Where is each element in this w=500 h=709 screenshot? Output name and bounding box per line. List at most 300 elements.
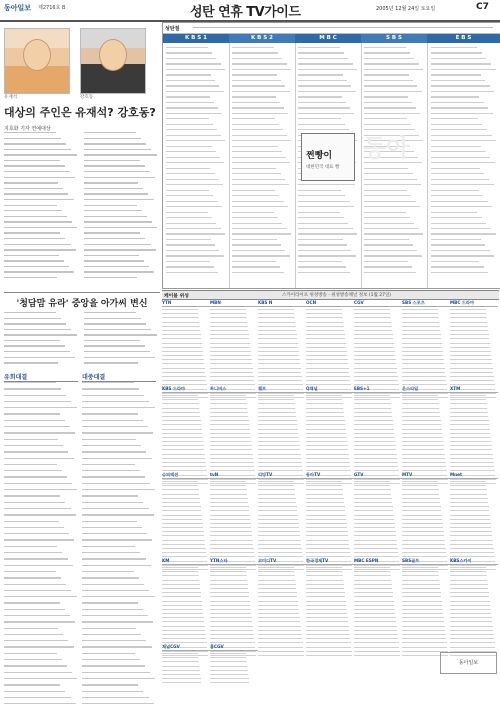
face-shape: [23, 39, 51, 71]
text-line: [166, 223, 216, 224]
text-line: [4, 188, 63, 189]
text-line: [306, 613, 347, 614]
text-line: [431, 135, 492, 136]
text-line: [82, 432, 153, 433]
program-list: [4, 382, 78, 709]
text-line: [232, 261, 276, 262]
text-line: [450, 433, 490, 434]
text-line: [210, 343, 250, 344]
text-line: [210, 605, 250, 606]
text-line: [84, 227, 157, 228]
text-line: [4, 318, 61, 319]
text-line: [162, 317, 199, 318]
text-line: [402, 462, 446, 463]
text-line: [450, 338, 489, 339]
text-line: [258, 330, 296, 331]
text-line: [402, 609, 443, 610]
text-line: [431, 146, 481, 147]
text-line: [306, 454, 349, 455]
text-line: [431, 173, 484, 174]
photo-kang-hodong: [80, 28, 146, 94]
text-line: [4, 451, 68, 452]
text-line: [306, 351, 347, 352]
text-line: [4, 238, 65, 239]
text-line: [210, 588, 248, 589]
text-line: [402, 424, 441, 425]
text-line: [84, 188, 143, 189]
text-line: [4, 445, 63, 446]
text-line: [354, 621, 396, 622]
text-line: [258, 651, 304, 652]
text-line: [298, 195, 345, 196]
text-line: [232, 168, 276, 169]
text-line: [4, 221, 72, 222]
text-line: [306, 481, 342, 482]
text-line: [4, 596, 77, 597]
text-line: [166, 96, 210, 97]
text-line: [162, 666, 199, 667]
text-line: [258, 317, 295, 318]
text-line: [450, 567, 486, 568]
text-line: [232, 201, 284, 202]
text-line: [402, 347, 442, 348]
text-line: [431, 217, 482, 218]
text-line: [4, 149, 71, 150]
text-line: [306, 548, 350, 549]
text-line: [402, 630, 445, 631]
text-line: [4, 552, 62, 553]
text-line: [162, 334, 201, 335]
text-line: [402, 368, 445, 369]
text-line: [210, 621, 252, 622]
text-line: [162, 403, 199, 404]
text-line: [4, 401, 71, 402]
text-line: [306, 359, 348, 360]
text-line: [4, 458, 74, 459]
text-line: [431, 69, 496, 70]
text-line: [306, 376, 350, 377]
text-line: [4, 260, 64, 261]
text-line: [450, 449, 492, 450]
text-line: [4, 577, 61, 578]
text-line: [210, 368, 253, 369]
text-line: [450, 343, 490, 344]
text-line: [4, 329, 71, 330]
text-line: [162, 481, 198, 482]
text-line: [232, 69, 291, 70]
text-line: [210, 596, 249, 597]
text-line: [402, 363, 444, 364]
text-line: [162, 399, 198, 400]
text-line: [450, 531, 492, 532]
text-line: [162, 617, 204, 618]
text-line: [402, 515, 442, 516]
text-line: [162, 515, 202, 516]
text-line: [258, 626, 301, 627]
text-line: [402, 330, 440, 331]
text-line: [82, 439, 136, 440]
text-line: [402, 445, 444, 446]
text-line: [450, 630, 493, 631]
text-line: [364, 266, 412, 267]
text-line: [210, 540, 253, 541]
text-line: [306, 326, 344, 327]
text-line: [166, 146, 212, 147]
text-line: [166, 124, 213, 125]
text-line: [298, 212, 340, 213]
text-line: [354, 531, 396, 532]
text-line: [162, 449, 204, 450]
text-line: [162, 347, 202, 348]
text-line: [431, 140, 496, 141]
text-line: [450, 326, 488, 327]
text-line: [402, 567, 438, 568]
schedule-column: [431, 47, 497, 277]
text-line: [354, 466, 398, 467]
text-line: [210, 506, 249, 507]
text-line: [402, 575, 439, 576]
text-line: [306, 567, 342, 568]
text-line: [431, 58, 486, 59]
text-line: [450, 372, 493, 373]
text-line: [82, 665, 145, 666]
text-line: [210, 376, 254, 377]
text-line: [4, 539, 74, 540]
cable-channel-name: MBN: [210, 300, 258, 307]
text-line: [258, 449, 300, 450]
text-line: [364, 195, 411, 196]
text-line: [210, 510, 249, 511]
text-line: [402, 596, 441, 597]
text-line: [4, 546, 57, 547]
text-line: [4, 470, 62, 471]
text-line: [82, 382, 134, 383]
text-line: [402, 309, 438, 310]
text-line: [431, 255, 494, 256]
text-line: [258, 489, 295, 490]
text-line: [450, 571, 486, 572]
footer-logo: 동아일보: [440, 652, 497, 674]
text-line: [354, 584, 392, 585]
text-line: [84, 132, 136, 133]
text-line: [258, 609, 299, 610]
text-line: [450, 502, 488, 503]
text-line: [166, 162, 224, 163]
text-line: [402, 494, 439, 495]
text-line: [84, 351, 150, 352]
text-line: [364, 212, 406, 213]
text-line: [306, 458, 349, 459]
text-line: [4, 615, 70, 616]
text-line: [232, 96, 276, 97]
text-line: [4, 602, 60, 603]
text-line: [450, 485, 486, 486]
text-line: [210, 613, 251, 614]
text-line: [354, 338, 393, 339]
text-line: [162, 548, 206, 549]
text-line: [4, 249, 76, 250]
text-line: [354, 481, 390, 482]
text-line: [166, 135, 221, 136]
text-line: [258, 462, 302, 463]
text-line: [4, 584, 66, 585]
text-line: [364, 47, 406, 48]
text-line: [402, 380, 446, 381]
text-line: [4, 323, 66, 324]
text-line: [354, 322, 391, 323]
text-line: [306, 330, 344, 331]
column-divider: [229, 43, 230, 288]
text-line: [354, 458, 397, 459]
text-line: [306, 617, 348, 618]
text-line: [82, 483, 150, 484]
text-line: [162, 567, 198, 568]
text-line: [82, 621, 153, 622]
text-line: [258, 424, 297, 425]
text-line: [232, 223, 282, 224]
text-line: [450, 395, 486, 396]
text-line: [4, 464, 57, 465]
page-title: 성탄 연휴 TV가이드: [190, 5, 301, 20]
text-line: [4, 684, 60, 685]
text-line: [354, 429, 394, 430]
text-line: [82, 546, 135, 547]
text-line: [402, 535, 444, 536]
text-line: [232, 179, 285, 180]
text-line: [258, 309, 294, 310]
text-line: [298, 244, 347, 245]
text-line: [162, 351, 203, 352]
text-line: [162, 653, 198, 654]
text-line: [450, 527, 491, 528]
text-line: [210, 515, 250, 516]
text-line: [82, 388, 139, 389]
text-line: [402, 317, 439, 318]
text-line: [354, 544, 397, 545]
text-line: [306, 642, 351, 643]
text-line: [258, 655, 304, 656]
text-line: [166, 102, 214, 103]
text-line: [210, 454, 253, 455]
text-line: [162, 338, 201, 339]
text-line: [210, 531, 252, 532]
text-line: [450, 399, 486, 400]
text-line: [402, 481, 438, 482]
text-line: [82, 539, 152, 540]
text-line: [232, 239, 277, 240]
text-line: [210, 424, 249, 425]
text-line: [258, 441, 299, 442]
text-line: [4, 143, 66, 144]
text-line: [82, 508, 149, 509]
text-line: [354, 592, 393, 593]
text-line: [210, 351, 251, 352]
text-line: [431, 107, 488, 108]
text-line: [402, 429, 442, 430]
text-line: [258, 338, 297, 339]
text-line: [306, 322, 343, 323]
text-line: [431, 113, 493, 114]
text-line: [232, 47, 274, 48]
text-line: [431, 244, 485, 245]
text-line: [450, 575, 487, 576]
text-line: [298, 233, 357, 234]
text-line: [82, 489, 155, 490]
cable-channel-name: MTV: [402, 472, 450, 479]
text-line: [166, 58, 216, 59]
text-line: [166, 179, 219, 180]
text-line: [364, 223, 414, 224]
text-line: [84, 193, 148, 194]
text-line: [232, 272, 284, 273]
text-line: [166, 129, 217, 130]
text-line: [162, 535, 204, 536]
text-line: [364, 63, 419, 64]
text-line: [4, 160, 60, 161]
text-line: [402, 626, 445, 627]
text-line: [258, 322, 295, 323]
text-line: [306, 338, 345, 339]
text-line: [82, 451, 146, 452]
text-line: [162, 372, 205, 373]
column-divider: [427, 43, 428, 288]
text-line: [364, 190, 407, 191]
text-line: [82, 558, 146, 559]
text-line: [258, 502, 296, 503]
text-line: [450, 420, 489, 421]
text-line: [258, 445, 300, 446]
cable-channel-block: [354, 558, 402, 659]
text-line: [258, 437, 299, 438]
schedule-top-text: [193, 27, 493, 28]
ad-subtitle: 대한민국 대표 빵: [306, 165, 340, 170]
text-line: [232, 124, 279, 125]
text-line: [4, 476, 67, 477]
text-line: [162, 621, 204, 622]
text-line: [4, 678, 77, 679]
text-line: [82, 533, 147, 534]
text-line: [258, 592, 297, 593]
text-line: [402, 326, 440, 327]
text-line: [162, 670, 200, 671]
text-line: [402, 544, 445, 545]
text-line: [364, 250, 417, 251]
subsection-title: 유희대결: [4, 372, 78, 382]
text-line: [210, 674, 248, 675]
text-line: [258, 458, 301, 459]
text-line: [402, 420, 441, 421]
text-line: [162, 445, 204, 446]
text-line: [4, 426, 70, 427]
text-line: [232, 146, 278, 147]
text-line: [258, 376, 302, 377]
text-line: [258, 510, 297, 511]
text-line: [82, 514, 154, 515]
text-line: [306, 334, 345, 335]
text-line: [402, 592, 441, 593]
text-line: [258, 334, 297, 335]
text-line: [450, 429, 490, 430]
text-line: [431, 74, 481, 75]
text-line: [210, 317, 247, 318]
text-line: [364, 173, 413, 174]
text-line: [402, 441, 443, 442]
text-line: [402, 510, 441, 511]
text-line: [258, 485, 294, 486]
text-line: [4, 558, 68, 559]
text-line: [4, 345, 65, 346]
text-line: [258, 429, 298, 430]
text-line: [4, 502, 65, 503]
text-line: [402, 351, 443, 352]
text-line: [354, 372, 397, 373]
text-line: [166, 217, 212, 218]
channel-header-row: [163, 34, 500, 43]
channel-ebs: E B S: [427, 34, 500, 43]
text-line: [306, 523, 347, 524]
text-line: [162, 592, 201, 593]
text-line: [306, 655, 352, 656]
text-line: [450, 489, 487, 490]
text-line: [166, 206, 222, 207]
text-line: [4, 271, 74, 272]
text-line: [162, 575, 199, 576]
text-line: [162, 601, 202, 602]
text-line: [84, 329, 151, 330]
left-column: [0, 22, 160, 691]
text-line: [364, 85, 417, 86]
text-line: [306, 494, 343, 495]
text-line: [210, 363, 252, 364]
cable-channel-name: tvN: [210, 472, 258, 479]
text-line: [232, 250, 285, 251]
text-line: [4, 439, 58, 440]
text-line: [450, 523, 491, 524]
text-line: [162, 408, 199, 409]
text-line: [450, 626, 493, 627]
text-line: [162, 584, 200, 585]
text-line: [450, 380, 494, 381]
text-line: [306, 519, 346, 520]
text-line: [306, 626, 349, 627]
text-line: [450, 544, 493, 545]
text-line: [364, 217, 410, 218]
text-line: [258, 548, 302, 549]
cable-channel-name: KBS스카이: [450, 558, 498, 565]
text-line: [4, 527, 64, 528]
text-line: [364, 272, 416, 273]
text-line: [210, 355, 251, 356]
text-line: [431, 233, 496, 234]
text-line: [354, 441, 395, 442]
text-line: [306, 403, 343, 404]
channel-sbs: S B S: [361, 34, 427, 43]
text-line: [431, 250, 490, 251]
text-line: [354, 351, 395, 352]
text-line: [4, 199, 74, 200]
text-line: [450, 416, 488, 417]
text-line: [210, 544, 253, 545]
text-line: [210, 420, 249, 421]
text-line: [258, 481, 294, 482]
text-line: [298, 272, 350, 273]
text-line: [306, 489, 343, 490]
text-line: [4, 495, 60, 496]
text-line: [450, 592, 489, 593]
watermark: 동아: [363, 134, 410, 162]
text-line: [4, 216, 67, 217]
text-line: [166, 201, 218, 202]
